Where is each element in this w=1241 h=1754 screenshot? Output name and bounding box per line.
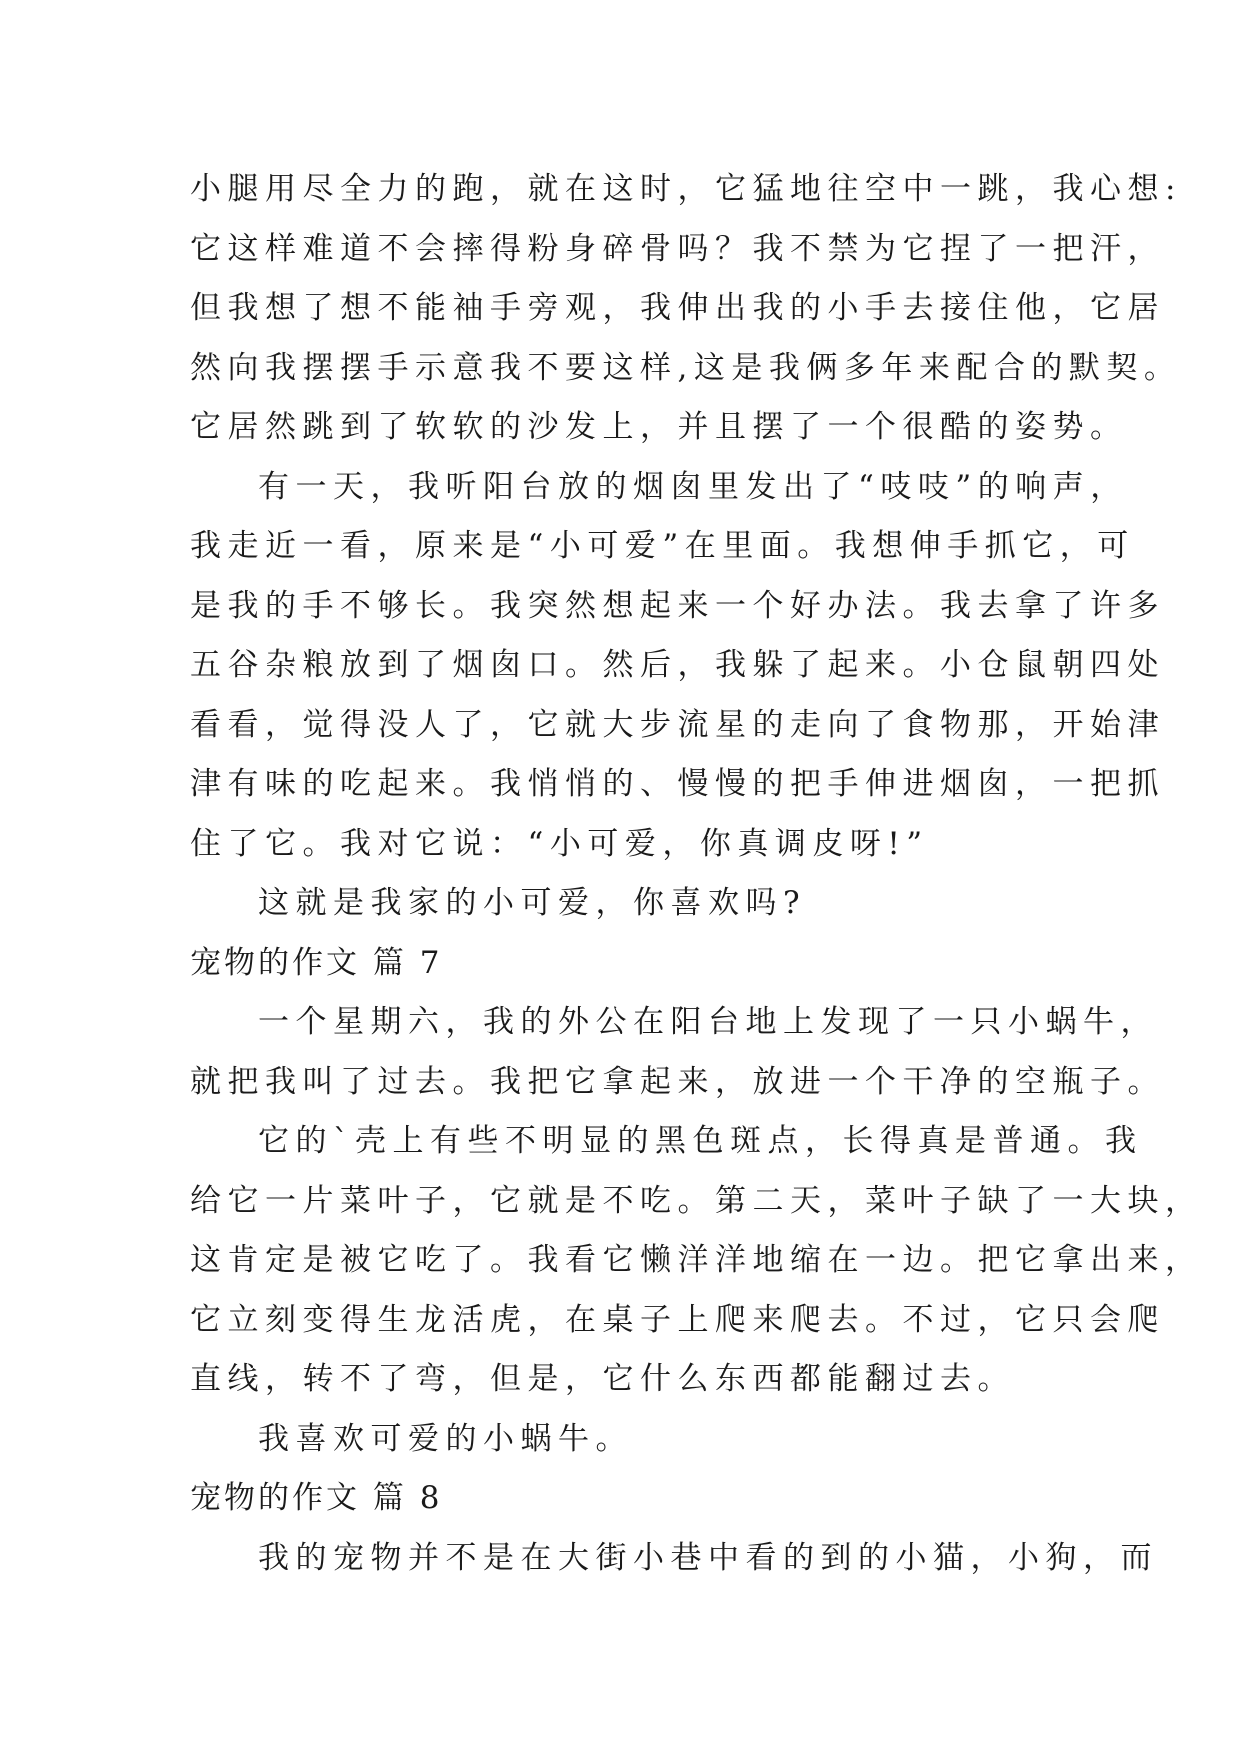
text-line: 这肯定是被它吃了。我看它懒洋洋地缩在一边。把它拿出来， — [190, 1242, 1203, 1278]
paragraph-start: 我的宠物并不是在大街小巷中看的到的小猫，小狗，而 — [258, 1539, 1158, 1576]
text-line: 它立刻变得生龙活虎，在桌子上爬来爬去。不过，它只会爬 — [190, 1301, 1165, 1338]
text-line: 五谷杂粮放到了烟囱口。然后，我躲了起来。小仓鼠朝四处 — [190, 647, 1165, 683]
section-heading: 宠物的作文 篇 8 — [190, 1480, 443, 1516]
text-line: 它这样难道不会摔得粉身碎骨吗？我不禁为它捏了一把汗， — [190, 230, 1165, 267]
paragraph-start: 有一天，我听阳台放的烟囱里发出了“吱吱”的响声， — [258, 468, 1128, 505]
text-line: 就把我叫了过去。我把它拿起来，放进一个干净的空瓶子。 — [190, 1063, 1165, 1100]
text-line: 住了它。我对它说：“小可爱，你真调皮呀!” — [190, 825, 929, 862]
text-line: 然向我摆摆手示意我不要这样,这是我俩多年来配合的默契。 — [190, 349, 1182, 386]
paragraph-start: 一个星期六，我的外公在阳台地上发现了一只小蜗牛， — [258, 1004, 1158, 1040]
paragraph-start: 我喜欢可爱的小蜗牛。 — [258, 1420, 633, 1457]
text-line: 直线，转不了弯，但是，它什么东西都能翻过去。 — [190, 1361, 1015, 1397]
text-line: 但我想了想不能袖手旁观，我伸出我的小手去接住他，它居 — [190, 290, 1165, 326]
text-line: 看看，觉得没人了，它就大步流星的走向了食物那，开始津 — [190, 706, 1165, 743]
paragraph-start: 这就是我家的小可爱，你喜欢吗? — [258, 885, 807, 921]
section-heading: 宠物的作文 篇 7 — [190, 944, 443, 981]
text-line: 我走近一看，原来是“小可爱”在里面。我想伸手抓它，可 — [190, 528, 1135, 564]
text-line: 是我的手不够长。我突然想起来一个好办法。我去拿了许多 — [190, 587, 1165, 624]
paragraph-start: 它的`壳上有些不明显的黑色斑点，长得真是普通。我 — [258, 1123, 1143, 1159]
text-line: 小腿用尽全力的跑，就在这时，它猛地往空中一跳，我心想: — [190, 171, 1182, 207]
document-body — [190, 160, 1203, 1588]
text-line: 它居然跳到了软软的沙发上，并且摆了一个很酷的姿势。 — [190, 409, 1128, 445]
text-line: 津有味的吃起来。我悄悄的、慢慢的把手伸进烟囱，一把抓 — [190, 766, 1165, 802]
text-line: 给它一片菜叶子，它就是不吃。第二天，菜叶子缺了一大块， — [190, 1182, 1203, 1219]
